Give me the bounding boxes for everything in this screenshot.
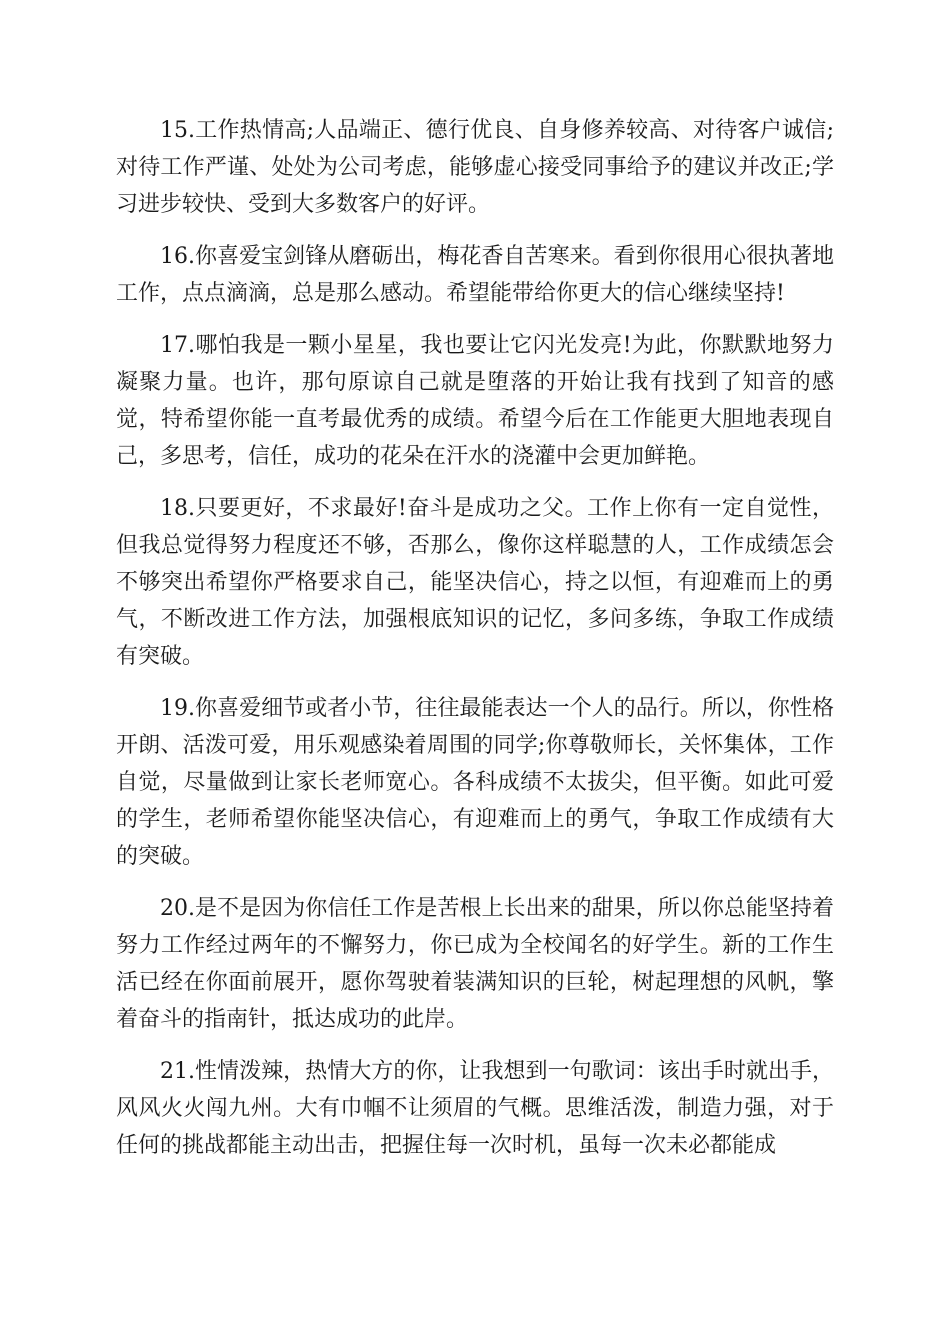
document-page xyxy=(116,112,834,1179)
paragraph-20: 20.是不是因为你信任工作是苦根上长出来的甜果，所以你总能坚持着努力工作经过两年的不懈努力，你已成为全校闻名的好学生。新的工作生活已经在你面前展开，愿你驾驶着装满知识的巨轮，树起理想的风帆，擎着奋斗的指南针，抵达成功的此岸。 xyxy=(116,896,834,1032)
paragraph-17: 17.哪怕我是一颗小星星，我也要让它闪光发亮!为此，你默默地努力凝聚力量。也许，那句原谅自己就是堕落的开始让我有找到了知音的感觉，特希望你能一直考最优秀的成绩。希望今后在工作能更大胆地表现自己，多思考，信任，成功的花朵在汗水的浇灌中会更加鲜艳。 xyxy=(116,333,834,469)
paragraph-19: 19.你喜爱细节或者小节，往往最能表达一个人的品行。所以，你性格开朗、活泼可爱，用乐观感染着周围的同学;你尊敬师长，关怀集体，工作自觉，尽量做到让家长老师宽心。各科成绩不太拔尖，但平衡。如此可爱的学生，老师希望你能坚决信心，有迎难而上的勇气，争取工作成绩有大的突破。 xyxy=(116,696,834,869)
paragraph-16: 16.你喜爱宝剑锋从磨砺出，梅花香自苦寒来。看到你很用心很执著地工作，点点滴滴，总是那么感动。希望能带给你更大的信心继续坚持! xyxy=(116,244,834,306)
paragraph-18: 18.只要更好，不求最好!奋斗是成功之父。工作上你有一定自觉性，但我总觉得努力程度还不够，否那么，像你这样聪慧的人，工作成绩怎会不够突出希望你严格要求自己，能坚决信心，持之以恒，有迎难而上的勇气，不断改进工作方法，加强根底知识的记忆，多问多练，争取工作成绩有突破。 xyxy=(116,496,834,669)
paragraph-15: 15.工作热情高;人品端正、德行优良、自身修养较高、对待客户诚信;对待工作严谨、处处为公司考虑，能够虚心接受同事给予的建议并改正;学习进步较快、受到大多数客户的好评。 xyxy=(116,118,834,217)
paragraph-21: 21.性情泼辣，热情大方的你，让我想到一句歌词：该出手时就出手，风风火火闯九州。大有巾帼不让须眉的气概。思维活泼，制造力强，对于任何的挑战都能主动出击，把握住每一次时机，虽每一次未必都能成 xyxy=(116,1059,834,1158)
